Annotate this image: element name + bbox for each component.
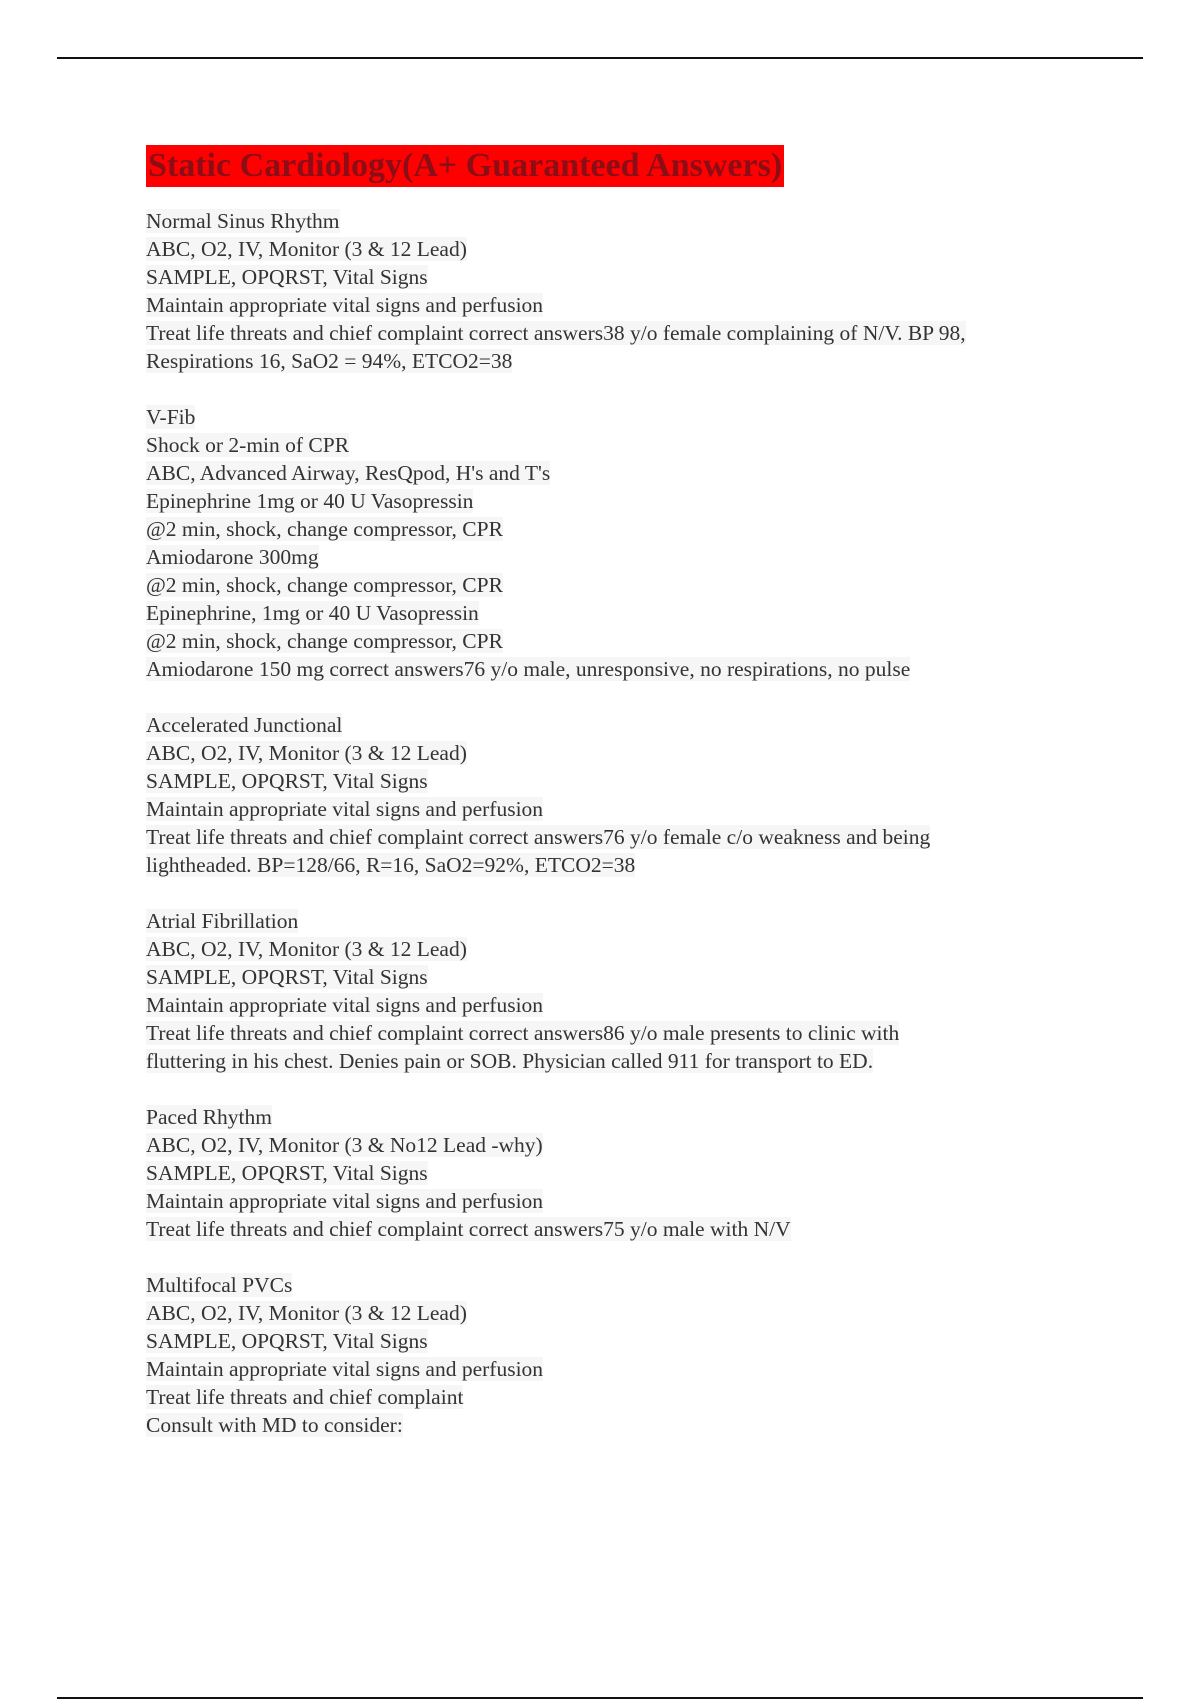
line-text: SAMPLE, OPQRST, Vital Signs xyxy=(146,1161,428,1185)
answer-line xyxy=(146,823,1106,851)
line-text: SAMPLE, OPQRST, Vital Signs xyxy=(146,265,428,289)
answer-line xyxy=(146,1383,1106,1411)
answer-line xyxy=(146,1215,1106,1243)
line-text: Epinephrine, 1mg or 40 U Vasopressin xyxy=(146,601,479,625)
line-text: Treat life threats and chief complaint correct answers86 y/o male presents to clinic with xyxy=(146,1021,900,1045)
line-text: Maintain appropriate vital signs and perfusion xyxy=(146,293,544,317)
line-text: @2 min, shock, change compressor, CPR xyxy=(146,629,503,653)
rhythm-heading xyxy=(146,403,1106,431)
answer-line xyxy=(146,487,1106,515)
answer-line xyxy=(146,1159,1106,1187)
line-text: Accelerated Junctional xyxy=(146,713,343,737)
line-text: Paced Rhythm xyxy=(146,1105,272,1129)
answer-line xyxy=(146,935,1106,963)
rhythm-heading xyxy=(146,907,1106,935)
footer-divider xyxy=(57,1697,1143,1699)
answer-line xyxy=(146,655,1106,683)
header-divider xyxy=(57,57,1143,59)
answer-line xyxy=(146,1131,1106,1159)
document-title: Static Cardiology(A+ Guaranteed Answers) xyxy=(148,147,783,184)
line-text: ABC, O2, IV, Monitor (3 & No12 Lead -why) xyxy=(146,1133,543,1157)
question-block xyxy=(146,1103,1106,1243)
line-text: Treat life threats and chief complaint correct answers38 y/o female complaining of N/V. BP 98, xyxy=(146,321,966,345)
answer-line xyxy=(146,319,1106,347)
answer-line xyxy=(146,543,1106,571)
line-text: SAMPLE, OPQRST, Vital Signs xyxy=(146,1329,428,1353)
question-block xyxy=(146,711,1106,879)
answer-line xyxy=(146,767,1106,795)
answer-line xyxy=(146,235,1106,263)
line-text: ABC, O2, IV, Monitor (3 & 12 Lead) xyxy=(146,1301,467,1325)
line-text: ABC, O2, IV, Monitor (3 & 12 Lead) xyxy=(146,237,467,261)
answer-line xyxy=(146,963,1106,991)
line-text: Consult with MD to consider: xyxy=(146,1413,403,1437)
question-block xyxy=(146,403,1106,683)
sections-container xyxy=(146,207,1106,1439)
line-text: Amiodarone 300mg xyxy=(146,545,319,569)
answer-line xyxy=(146,1187,1106,1215)
answer-line xyxy=(146,1299,1106,1327)
answer-line xyxy=(146,599,1106,627)
answer-line xyxy=(146,515,1106,543)
line-text: Treat life threats and chief complaint xyxy=(146,1385,464,1409)
rhythm-heading xyxy=(146,1271,1106,1299)
line-text: @2 min, shock, change compressor, CPR xyxy=(146,517,503,541)
answer-line xyxy=(146,1327,1106,1355)
answer-line xyxy=(146,1355,1106,1383)
rhythm-heading xyxy=(146,207,1106,235)
line-text: Epinephrine 1mg or 40 U Vasopressin xyxy=(146,489,474,513)
answer-line xyxy=(146,431,1106,459)
line-text: lightheaded. BP=128/66, R=16, SaO2=92%, ETCO2=38 xyxy=(146,853,636,877)
answer-line xyxy=(146,571,1106,599)
line-text: SAMPLE, OPQRST, Vital Signs xyxy=(146,769,428,793)
line-text: Treat life threats and chief complaint correct answers76 y/o female c/o weakness and being xyxy=(146,825,931,849)
line-text: ABC, O2, IV, Monitor (3 & 12 Lead) xyxy=(146,741,467,765)
line-text: Maintain appropriate vital signs and perfusion xyxy=(146,1357,544,1381)
answer-line xyxy=(146,1411,1106,1439)
answer-line xyxy=(146,739,1106,767)
line-text: Amiodarone 150 mg correct answers76 y/o male, unresponsive, no respirations, no pulse xyxy=(146,657,911,681)
question-block xyxy=(146,1271,1106,1439)
answer-line xyxy=(146,263,1106,291)
answer-line xyxy=(146,851,1106,879)
answer-line xyxy=(146,627,1106,655)
title-highlight xyxy=(146,145,784,187)
rhythm-heading xyxy=(146,1103,1106,1131)
answer-line xyxy=(146,991,1106,1019)
answer-line xyxy=(146,1047,1106,1075)
answer-line xyxy=(146,459,1106,487)
line-text: Multifocal PVCs xyxy=(146,1273,293,1297)
line-text: Maintain appropriate vital signs and perfusion xyxy=(146,1189,544,1213)
line-text: Maintain appropriate vital signs and perfusion xyxy=(146,797,544,821)
answer-line xyxy=(146,795,1106,823)
answer-line xyxy=(146,1019,1106,1047)
answer-line xyxy=(146,291,1106,319)
line-text: fluttering in his chest. Denies pain or SOB. Physician called 911 for transport to ED. xyxy=(146,1049,874,1073)
line-text: Respirations 16, SaO2 = 94%, ETCO2=38 xyxy=(146,349,513,373)
answer-line xyxy=(146,347,1106,375)
question-block xyxy=(146,907,1106,1075)
line-text: SAMPLE, OPQRST, Vital Signs xyxy=(146,965,428,989)
document-body xyxy=(146,145,1106,1467)
line-text: ABC, O2, IV, Monitor (3 & 12 Lead) xyxy=(146,937,467,961)
line-text: ABC, Advanced Airway, ResQpod, H's and T's xyxy=(146,461,551,485)
line-text: V-Fib xyxy=(146,405,196,429)
line-text: @2 min, shock, change compressor, CPR xyxy=(146,573,503,597)
line-text: Atrial Fibrillation xyxy=(146,909,299,933)
line-text: Treat life threats and chief complaint correct answers75 y/o male with N/V xyxy=(146,1217,791,1241)
question-block xyxy=(146,207,1106,375)
line-text: Maintain appropriate vital signs and perfusion xyxy=(146,993,544,1017)
rhythm-heading xyxy=(146,711,1106,739)
line-text: Normal Sinus Rhythm xyxy=(146,209,340,233)
line-text: Shock or 2-min of CPR xyxy=(146,433,350,457)
